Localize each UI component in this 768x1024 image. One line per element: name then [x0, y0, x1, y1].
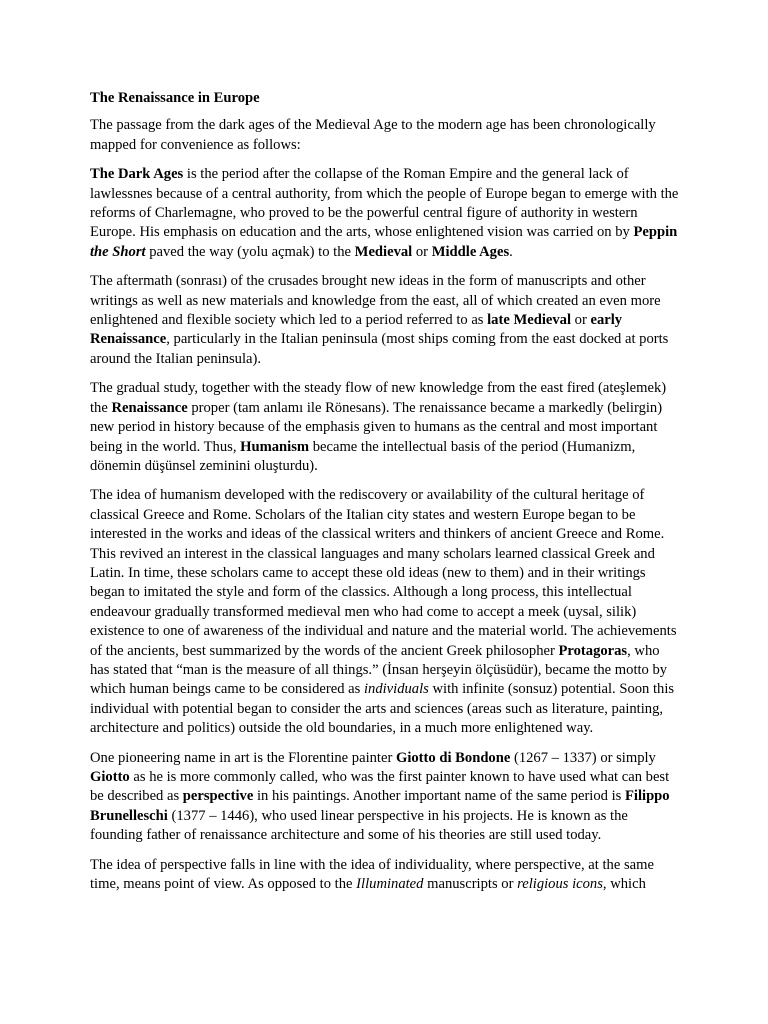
- term-late-medieval: late Medieval: [487, 312, 572, 329]
- term-dark-ages: The Dark Ages: [90, 166, 184, 183]
- term-individuals: individuals: [363, 681, 429, 698]
- paragraph-humanism: The idea of humanism developed with the rediscovery or availability of the cultural heritage of classical Greece and Rome. Scholars of the Italian city states and western Europe began to be interested in the works and ideas of the classical writers and thinkers of ancient Greece and Rome. This revived an interest in the classical languages and many scholars learned classical Greek and Latin. In time, these scholars came to accept these old ideas (new to them) and in their writings began to imitated the style and form of the classics. Although a long process, this intellectual endeavour gradually transformed medieval men who had come to accept a meek (uysal, silik) existence to one of awareness of the individual and nature and the material world. The achievements of the ancients, best summarized by the words of the ancient Greek philosopher Protagoras, who has stated that “man is the measure of all things.” (İnsan herşeyin ölçüsüdür), became the motto by which human beings came to be considered as individuals with infinite (sonsuz) potential. Soon this individual with potential began to consider the arts and sciences (areas such as literature, painting, architecture and politics) outside the old boundaries, in a much more enlightened way.: [90, 487, 677, 737]
- term-middle-ages: Middle Ages: [431, 243, 510, 260]
- term-early-renaissance: early Renaissance: [90, 312, 623, 348]
- paragraph-giotto: One pioneering name in art is the Florentine painter Giotto di Bondone (1267 – 1337) or simply Giotto as he is more commonly called, who was the first painter known to have used what can best be described as perspective in his paintings. Another important name of the same period is Filippo Brunelleschi (1377 – 1446), who used linear perspective in his projects. He is known as the founding father of renaissance architecture and some of his theories are still used today.: [90, 749, 670, 844]
- term-medieval: Medieval: [354, 243, 413, 260]
- paragraph-aftermath: The aftermath (sonrası) of the crusades brought new ideas in the form of manuscripts and other writings as well as new materials and knowledge from the east, all of which created an even more enlightened and flexible society which led to a period referred to as late Medieval or early Renaissance, particularly in the Italian peninsula (most ships coming from the east docked at ports around the Italian peninsula).: [90, 273, 669, 367]
- term-humanism: Humanism: [240, 438, 310, 455]
- paragraph-dark-ages: The Dark Ages is the period after the collapse of the Roman Empire and the general lack of lawlessnes because of a central authority, from which the people of Europe began to emerge with the reforms of Charlemagne, who proved to be the powerful central figure of authority in western Europe. His emphasis on education and the arts, whose enlightened vision was carried on by Peppin the Short paved the way (yolu açmak) to the Medieval or Middle Ages.: [90, 166, 679, 260]
- term-giotto-di-bondone: Giotto di Bondone: [395, 749, 511, 766]
- document-page: [90, 89, 682, 904]
- paragraph-intro: The passage from the dark ages of the Medieval Age to the modern age has been chronologically mapped for convenience as follows:: [90, 117, 656, 153]
- term-giotto: Giotto: [90, 769, 130, 785]
- paragraph-renaissance: The gradual study, together with the steady flow of new knowledge from the east fired (ateşlemek) the Renaissance proper (tam anlamı ile Rönesans). The renaissance became a markedly (belirgin) new period in history because of the emphasis given to humans as the central and most important being in the world. Thus, Humanism became the intellectual basis of the period (Humanizm, dönemin düşünsel zeminini oluşturdu).: [90, 380, 667, 474]
- term-brunelleschi: Filippo Brunelleschi: [90, 788, 670, 824]
- term-perspective: perspective: [182, 788, 254, 805]
- document-title: The Renaissance in Europe: [90, 90, 260, 106]
- term-peppin: Peppin the Short: [90, 224, 678, 260]
- paragraph-perspective: The idea of perspective falls in line with the idea of individuality, where perspective, at the same time, means point of view. As opposed to the Illuminated manuscripts or religious icons, which: [90, 856, 654, 893]
- term-illuminated: Illuminated: [356, 876, 424, 893]
- term-protagoras: Protagoras: [558, 642, 628, 659]
- term-renaissance: Renaissance: [111, 399, 188, 416]
- term-religious-icons: religious icons: [517, 876, 603, 893]
